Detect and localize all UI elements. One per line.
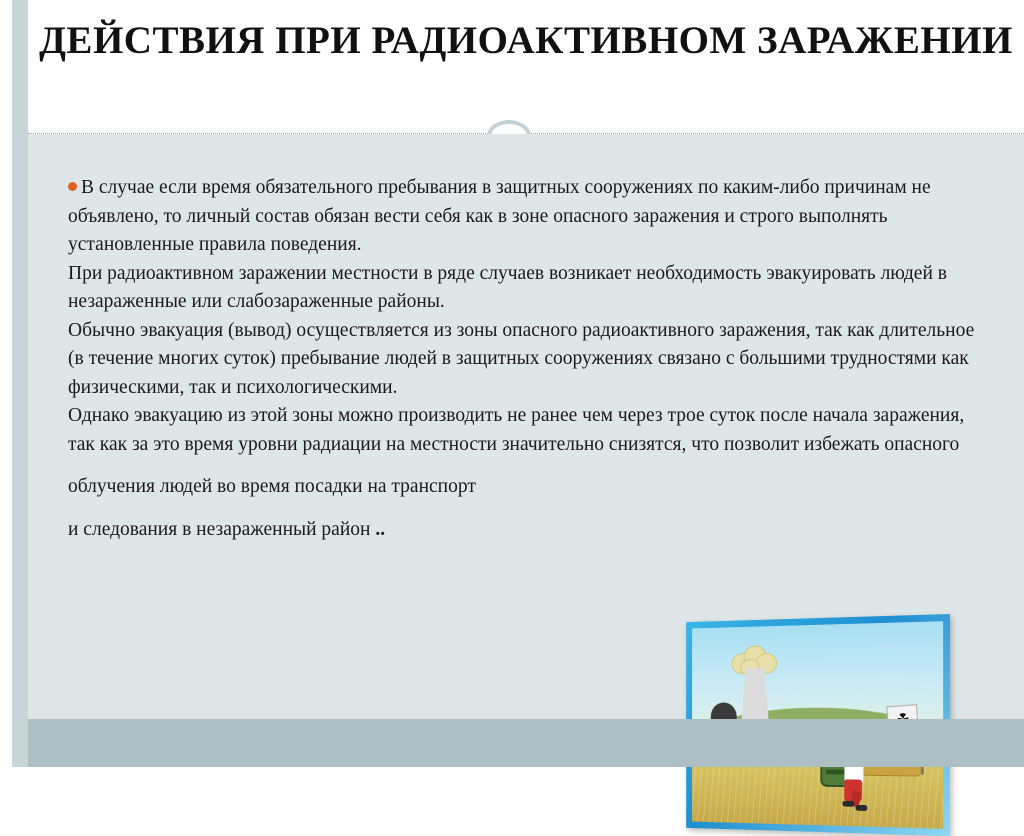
- left-decoration-stripe: [0, 0, 28, 767]
- backpack-strap: [826, 769, 846, 774]
- paragraph-3: Обычно эвакуация (вывод) осуществляется из зоны опасного радиоактивного заражения, так как длительное (в течение многих суток) пребывание людей в защитных сооружениях связано с большими трудностями как физическими, так и психологическими.: [68, 319, 975, 398]
- paragraph-4: Однако эвакуацию из этой зоны можно производить не ранее чем через трое суток после начала заражения, так как за это время уровни радиации на местности значительно снизятся, что позволит избежать опасного: [68, 405, 965, 455]
- shoe-front: [842, 801, 854, 807]
- paragraph-6-text: и следования в незараженный район: [68, 518, 371, 540]
- slide-body-panel: [28, 134, 1024, 719]
- bullet-dot-icon: [68, 182, 77, 191]
- page-title: ДЕЙСТВИЯ ПРИ РАДИОАКТИВНОМ ЗАРАЖЕНИИ: [39, 19, 1013, 62]
- slide-footer-bar: [28, 719, 1024, 767]
- paragraph-2: При радиоактивном заражении местности в ряде случаев возникает необходимость эвакуировать людей в незараженные или слабозараженные районы.: [68, 262, 947, 312]
- paragraph-tail-mark: ..: [375, 518, 386, 540]
- paragraph-1: [68, 174, 983, 260]
- body-text-block: [68, 174, 983, 544]
- left-decoration-stripe-inner: [0, 0, 12, 767]
- paragraph-1-text: В случае если время обязательного пребывания в защитных сооружениях по каким-либо причинам не объявлено, то личный состав обязан вести себя как в зоне опасного заражения и строго выполнять установленные правила поведения.: [68, 177, 931, 255]
- shoe-back: [855, 805, 867, 811]
- slide-header: [28, 0, 1024, 133]
- paragraph-6: [68, 516, 983, 545]
- paragraph-5: облучения людей во время посадки на транспорт: [68, 476, 476, 497]
